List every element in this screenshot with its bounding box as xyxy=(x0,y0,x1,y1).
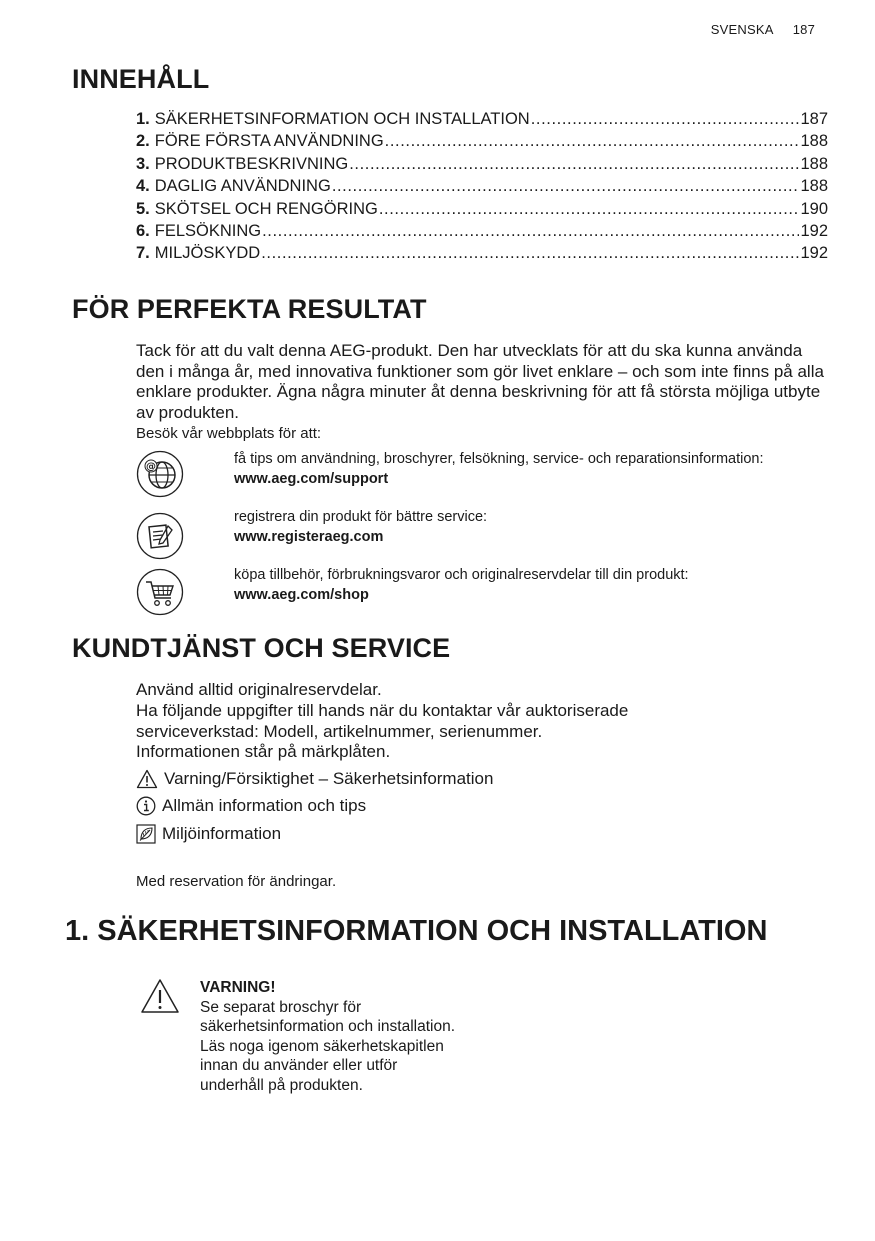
register-url[interactable]: www.registeraeg.com xyxy=(234,528,384,545)
toc-item-page: 190 xyxy=(800,199,828,218)
toc-leader xyxy=(385,132,800,151)
legend-info-text: Allmän information och tips xyxy=(162,796,367,815)
page-number: 187 xyxy=(792,22,815,37)
contents-title: INNEHÅLL xyxy=(72,64,210,94)
shop-link-item xyxy=(136,566,836,620)
leaf-icon xyxy=(136,824,156,844)
register-icon xyxy=(136,512,184,560)
toc-item-number: 4. xyxy=(136,177,150,196)
toc-item-page: 187 xyxy=(800,110,828,128)
results-intro: Tack för att du valt denna AEG-produkt. Den har utvecklats för att du ska kunna använda den i många år, med innovativa funktioner som gör livet enklare – och som inte finns på alla enklare produkter. Ägna några minuter åt denna beskrivning för att få största möjliga utbyte av produkten. xyxy=(136,341,824,422)
globe-icon xyxy=(136,450,184,498)
toc-leader xyxy=(349,155,799,174)
toc-item-label: PRODUKTBESKRIVNING xyxy=(154,154,349,173)
service-line-1: Använd alltid originalreservdelar. xyxy=(136,680,382,699)
warning-icon xyxy=(136,769,158,789)
legend-warning-text: Varning/Försiktighet – Säkerhetsinformation xyxy=(164,769,494,788)
toc-item[interactable] xyxy=(136,177,828,199)
toc-item-number: 1. xyxy=(136,110,150,128)
warning-text: Se separat broschyr för säkerhetsinformation och installation. Läs noga igenom säkerhetskapitlen innan du använder eller utför underhåll på produkten. xyxy=(200,998,456,1094)
results-title: FÖR PERFEKTA RESULTAT xyxy=(72,294,427,324)
service-title: KUNDTJÄNST OCH SERVICE xyxy=(72,633,451,663)
support-description: få tips om användning, broschyrer, felsökning, service- och reparationsinformation: xyxy=(234,451,764,467)
shop-link-text xyxy=(234,566,834,605)
toc-item[interactable] xyxy=(136,110,828,132)
toc-item[interactable] xyxy=(136,222,828,244)
toc-item-number: 2. xyxy=(136,132,150,151)
service-line-2: Ha följande uppgifter till hands när du kontaktar vår auktoriserade serviceverkstad: Modell, artikelnummer, serienummer. xyxy=(136,701,629,741)
support-url[interactable]: www.aeg.com/support xyxy=(234,470,389,487)
shop-description: köpa tillbehör, förbrukningsvaror och originalreservdelar till din produkt: xyxy=(234,567,689,583)
warning-title: VARNING! xyxy=(200,979,276,996)
warning-content xyxy=(200,978,460,1096)
legend-warning xyxy=(136,767,493,791)
service-line-3: Informationen står på märkplåten. xyxy=(136,742,391,761)
toc-item-label: FÖRE FÖRSTA ANVÄNDNING xyxy=(154,132,384,151)
toc-item-number: 5. xyxy=(136,199,150,218)
toc-item[interactable] xyxy=(136,132,828,154)
toc-leader xyxy=(332,177,800,196)
safety-title: 1. SÄKERHETSINFORMATION OCH INSTALLATION xyxy=(65,915,768,947)
support-link-item xyxy=(136,450,836,504)
visit-label: Besök vår webbplats för att: xyxy=(136,425,322,442)
toc-item-label: MILJÖSKYDD xyxy=(154,244,261,263)
toc-leader xyxy=(379,200,800,219)
register-link-item xyxy=(136,508,836,562)
legend-environment-text: Miljöinformation xyxy=(162,824,282,843)
toc-item-page: 188 xyxy=(800,154,828,173)
toc-item-page: 192 xyxy=(800,221,828,240)
page-header xyxy=(711,22,815,37)
toc-leader xyxy=(261,244,799,263)
toc-item-page: 188 xyxy=(800,132,828,151)
toc-item[interactable] xyxy=(136,155,828,177)
toc-item-label: DAGLIG ANVÄNDNING xyxy=(154,177,331,196)
support-link-text xyxy=(234,450,834,489)
toc-item-page: 188 xyxy=(800,177,828,196)
table-of-contents xyxy=(136,110,828,267)
reservation-note: Med reservation för ändringar. xyxy=(136,873,337,890)
toc-item[interactable] xyxy=(136,244,828,266)
legend-info xyxy=(136,794,366,818)
cart-icon xyxy=(136,568,184,616)
toc-item[interactable] xyxy=(136,200,828,222)
toc-item-label: FELSÖKNING xyxy=(154,221,262,240)
info-icon xyxy=(136,796,156,816)
register-description: registrera din produkt för bättre service: xyxy=(234,509,488,525)
toc-item-number: 6. xyxy=(136,221,150,240)
svg-text:@: @ xyxy=(146,461,156,473)
toc-item-label: SÄKERHETSINFORMATION OCH INSTALLATION xyxy=(154,110,530,128)
warning-icon xyxy=(140,978,180,1014)
toc-item-number: 7. xyxy=(136,244,150,263)
language-label: SVENSKA xyxy=(710,22,773,37)
toc-leader xyxy=(262,222,799,241)
toc-item-page: 192 xyxy=(800,244,828,263)
toc-item-number: 3. xyxy=(136,154,150,173)
register-link-text xyxy=(234,508,834,547)
legend-environment xyxy=(136,822,281,846)
toc-leader xyxy=(531,110,800,129)
toc-item-label: SKÖTSEL OCH RENGÖRING xyxy=(154,199,378,218)
shop-url[interactable]: www.aeg.com/shop xyxy=(234,586,369,603)
